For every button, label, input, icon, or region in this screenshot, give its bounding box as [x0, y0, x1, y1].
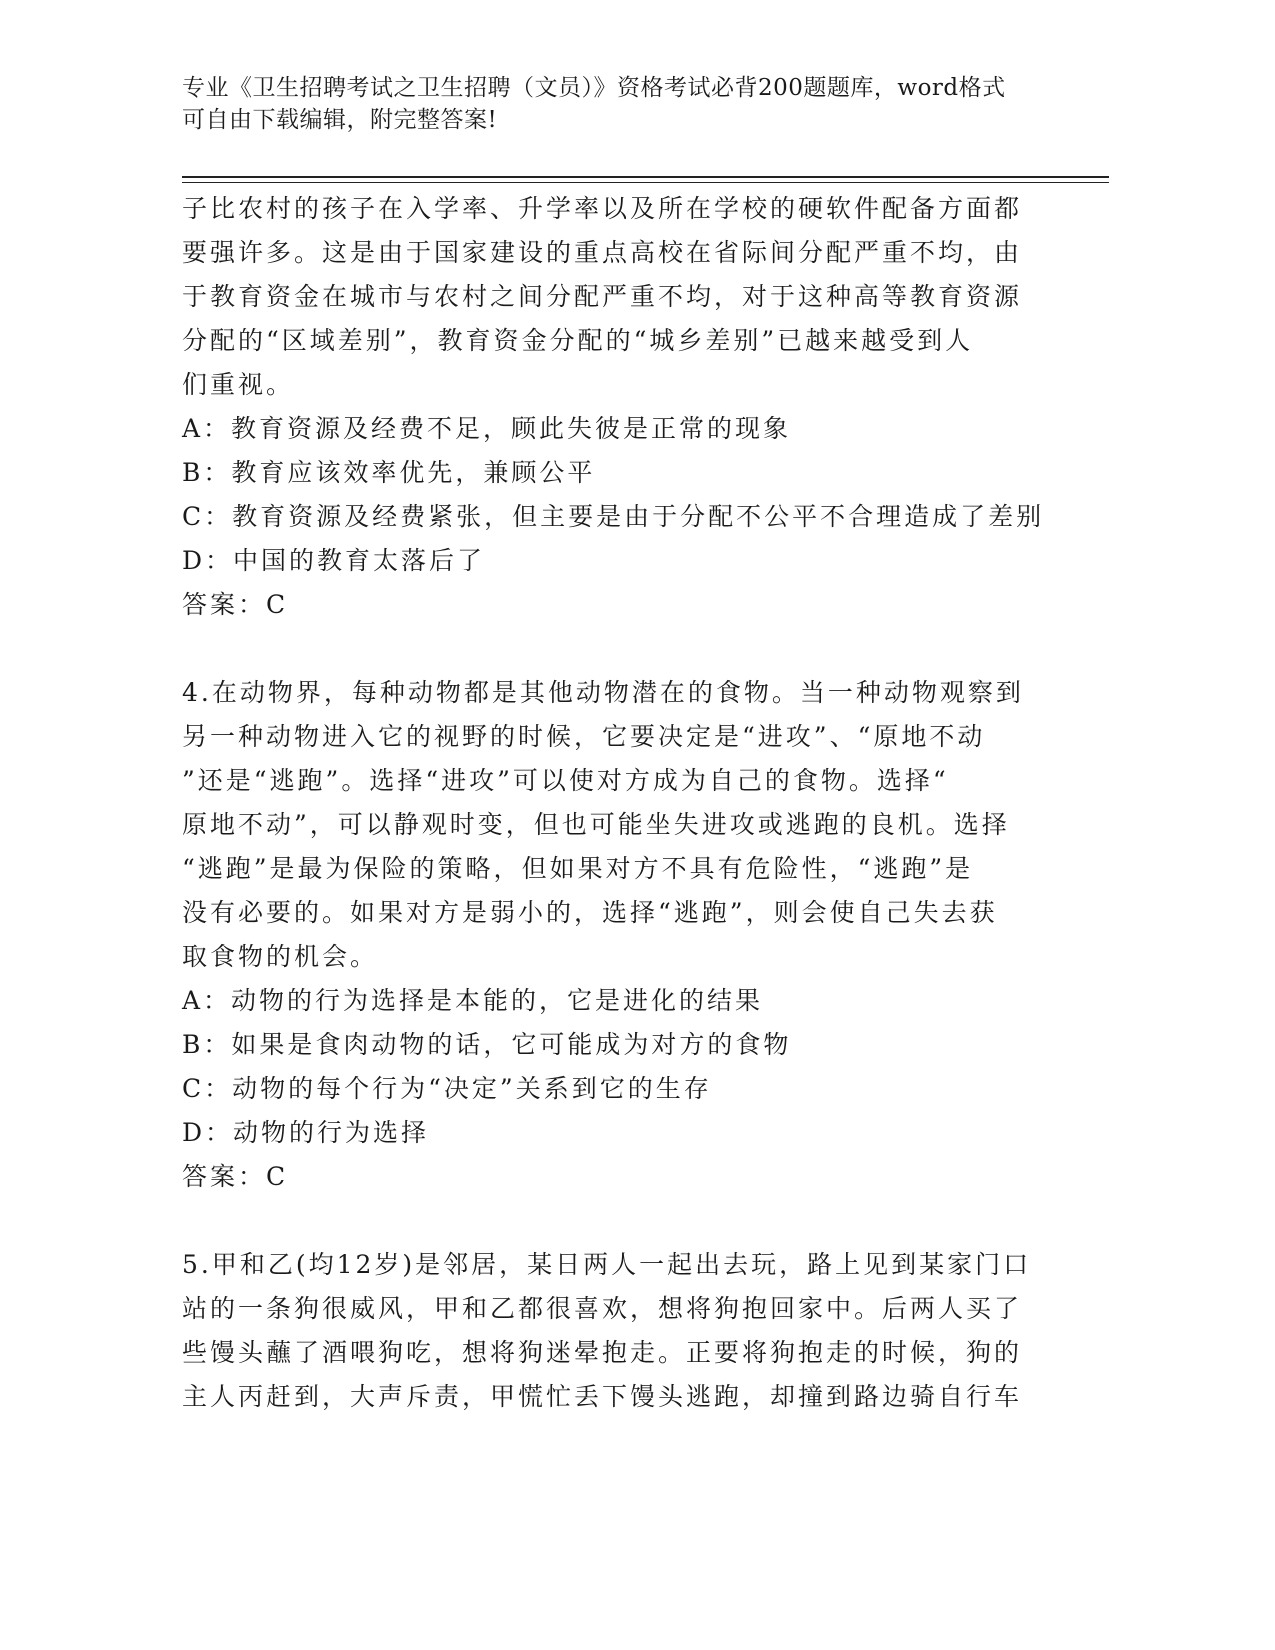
question-5-text-line: 主人丙赶到，大声斥责，甲慌忙丢下馒头逃跑，却撞到路边骑自行车 — [182, 1382, 1023, 1411]
spacer — [182, 627, 1062, 671]
question-3-text-line: 于教育资金在城市与农村之间分配严重不均，对于这种高等教育资源 — [182, 282, 1023, 311]
question-3-text-line: 们重视。 — [182, 370, 295, 399]
question-3-option-a: A：教育资源及经费不足，顾此失彼是正常的现象 — [182, 414, 792, 443]
question-5-text-line: 5.甲和乙(均12岁)是邻居，某日两人一起出去玩，路上见到某家门口 — [182, 1250, 1032, 1279]
question-4-answer: 答案：C — [182, 1162, 289, 1191]
question-3-text-line: 分配的“区域差别”，教育资金分配的“城乡差别”已越来越受到人 — [182, 326, 974, 355]
question-4-text-line: “逃跑”是最为保险的策略，但如果对方不具有危险性，“逃跑”是 — [182, 854, 974, 883]
question-3-answer: 答案：C — [182, 590, 289, 619]
question-4-text-line: 4.在动物界，每种动物都是其他动物潜在的食物。当一种动物观察到 — [182, 678, 1024, 707]
question-4-option-c: C：动物的每个行为“决定”关系到它的生存 — [182, 1074, 712, 1103]
question-4-text-line: 取食物的机会。 — [182, 942, 379, 971]
question-3 — [182, 187, 1062, 627]
header-rule-thin — [182, 182, 1109, 183]
question-4-option-b: B：如果是食肉动物的话，它可能成为对方的食物 — [182, 1030, 792, 1059]
question-5-text-line: 站的一条狗很威风，甲和乙都很喜欢，想将狗抱回家中。后两人买了 — [182, 1294, 1023, 1323]
question-content — [182, 187, 1062, 1419]
question-4-text-line: ”还是“逃跑”。选择“进攻”可以使对方成为自己的食物。选择“ — [182, 766, 949, 795]
header-rule-thick — [182, 176, 1109, 178]
question-5 — [182, 1243, 1062, 1419]
question-3-option-b: B：教育应该效率优先，兼顾公平 — [182, 458, 596, 487]
question-4-text-line: 原地不动”，可以静观时变，但也可能坐失进攻或逃跑的良机。选择 — [182, 810, 1010, 839]
question-5-text-line: 些馒头蘸了酒喂狗吃，想将狗迷晕抱走。正要将狗抱走的时候，狗的 — [182, 1338, 1023, 1367]
question-4-text-line: 另一种动物进入它的视野的时候，它要决定是“进攻”、“原地不动 — [182, 722, 986, 751]
question-3-option-c: C：教育资源及经费紧张，但主要是由于分配不公平不合理造成了差别 — [182, 502, 1045, 531]
question-4-option-a: A：动物的行为选择是本能的，它是进化的结果 — [182, 986, 764, 1015]
page-header: 专业《卫生招聘考试之卫生招聘（文员）》资格考试必背200题题库，word格式 可自由下载编辑，附完整答案! — [182, 75, 1006, 133]
question-4-option-d: D：动物的行为选择 — [182, 1118, 430, 1147]
spacer — [182, 1199, 1062, 1243]
question-4-text-line: 没有必要的。如果对方是弱小的，选择“逃跑”，则会使自己失去获 — [182, 898, 998, 927]
question-3-text-line: 要强许多。这是由于国家建设的重点高校在省际间分配严重不均，由 — [182, 238, 1023, 267]
question-4 — [182, 671, 1062, 1199]
question-3-option-d: D：中国的教育太落后了 — [182, 546, 486, 575]
question-3-text-line: 子比农村的孩子在入学率、升学率以及所在学校的硬软件配备方面都 — [182, 194, 1023, 223]
